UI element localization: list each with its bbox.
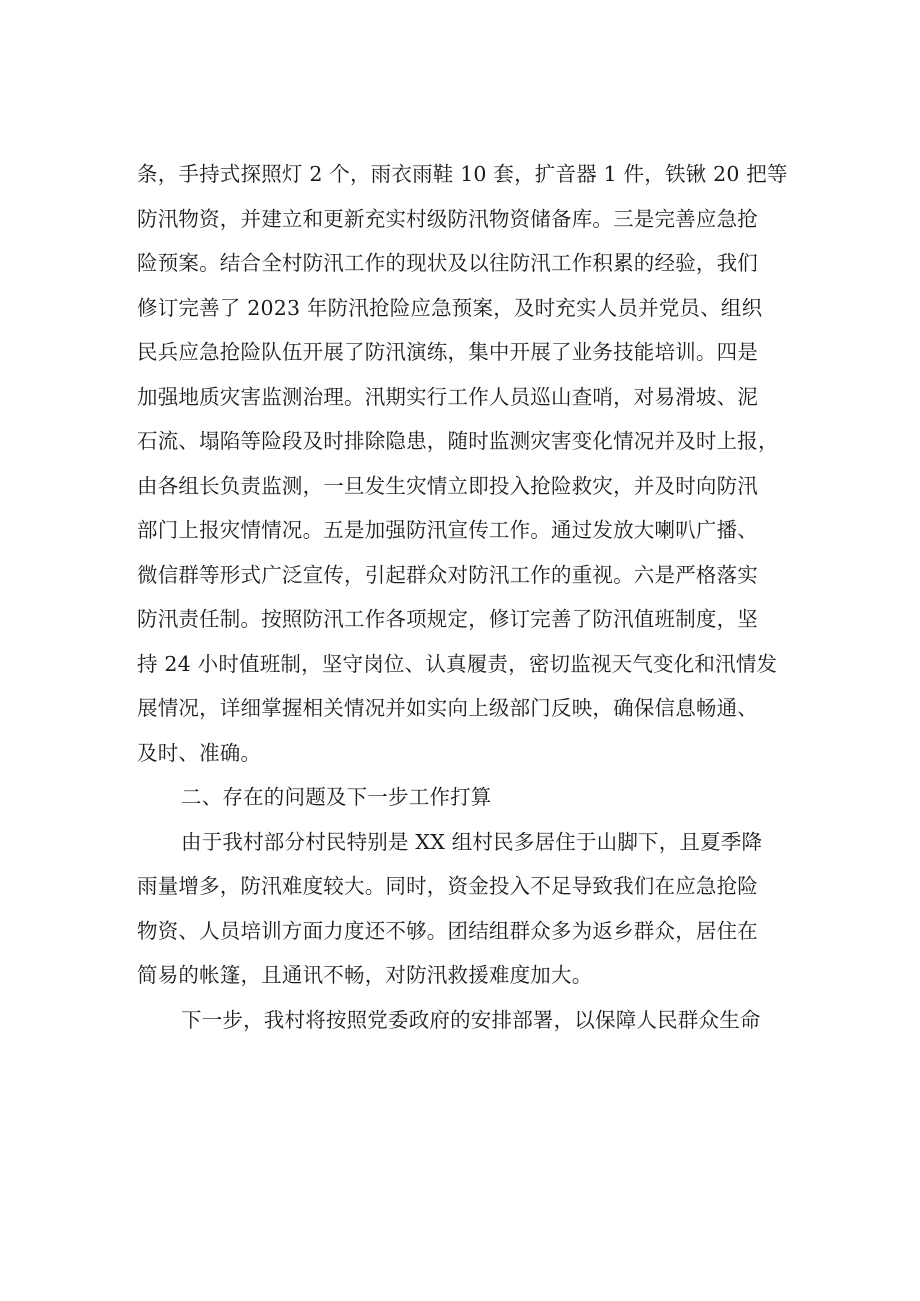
paragraph-2 <box>137 820 797 998</box>
paragraph-3 <box>137 998 797 1043</box>
text-line: 持 24 小时值班制，坚守岗位、认真履责，密切监视天气变化和汛情发 <box>137 651 778 676</box>
text-line: 展情况，详细掌握相关情况并如实向上级部门反映，确保信息畅通、 <box>137 696 758 720</box>
text-line: 及时、准确。 <box>137 740 262 765</box>
paragraph-1 <box>137 152 797 775</box>
text-line: 部门上报灾情情况。五是加强防汛宣传工作。通过发放大喇叭广播、 <box>137 518 758 542</box>
text-line: 民兵应急抢险队伍开展了防汛演练，集中开展了业务技能培训。四是 <box>137 340 758 364</box>
text-line: 微信群等形式广泛宣传，引起群众对防汛工作的重视。六是严格落实 <box>137 562 758 587</box>
text-line: 雨量增多，防汛难度较大。同时，资金投入不足导致我们在应急抢险 <box>137 874 758 898</box>
text-line: 由于我村部分村民特别是 XX 组村民多居住于山脚下，且夏季降 <box>181 829 763 854</box>
text-line: 石流、塌陷等险段及时排除隐患，随时监测灾害变化情况并及时上报， <box>137 429 779 453</box>
text-line: 防汛责任制。按照防汛工作各项规定，修订完善了防汛值班制度，坚 <box>137 607 758 631</box>
text-line: 修订完善了 2023 年防汛抢险应急预案，及时充实人员并党员、组织 <box>137 295 763 320</box>
text-line: 防汛物资，并建立和更新充实村级防汛物资储备库。三是完善应急抢 <box>137 206 758 231</box>
text-line: 条，手持式探照灯 2 个，雨衣雨鞋 10 套，扩音器 1 件，铁锹 20 把等 <box>137 162 788 186</box>
section-heading: 二、存在的问题及下一步工作打算 <box>181 785 492 809</box>
text-line: 由各组长负责监测，一旦发生灾情立即投入抢险救灾，并及时向防汛 <box>137 473 758 498</box>
text-line: 下一步，我村将按照党委政府的安排部署，以保障人民群众生命 <box>181 1007 761 1032</box>
text-line: 物资、人员培训方面力度还不够。团结组群众多为返乡群众，居住在 <box>137 918 758 943</box>
document-body <box>137 152 797 1042</box>
text-line: 险预案。结合全村防汛工作的现状及以往防汛工作积累的经验，我们 <box>137 251 758 275</box>
text-line: 简易的帐篷，且通讯不畅，对防汛救援难度加大。 <box>137 963 593 987</box>
text-line: 加强地质灾害监测治理。汛期实行工作人员巡山查哨，对易滑坡、泥 <box>137 384 758 409</box>
